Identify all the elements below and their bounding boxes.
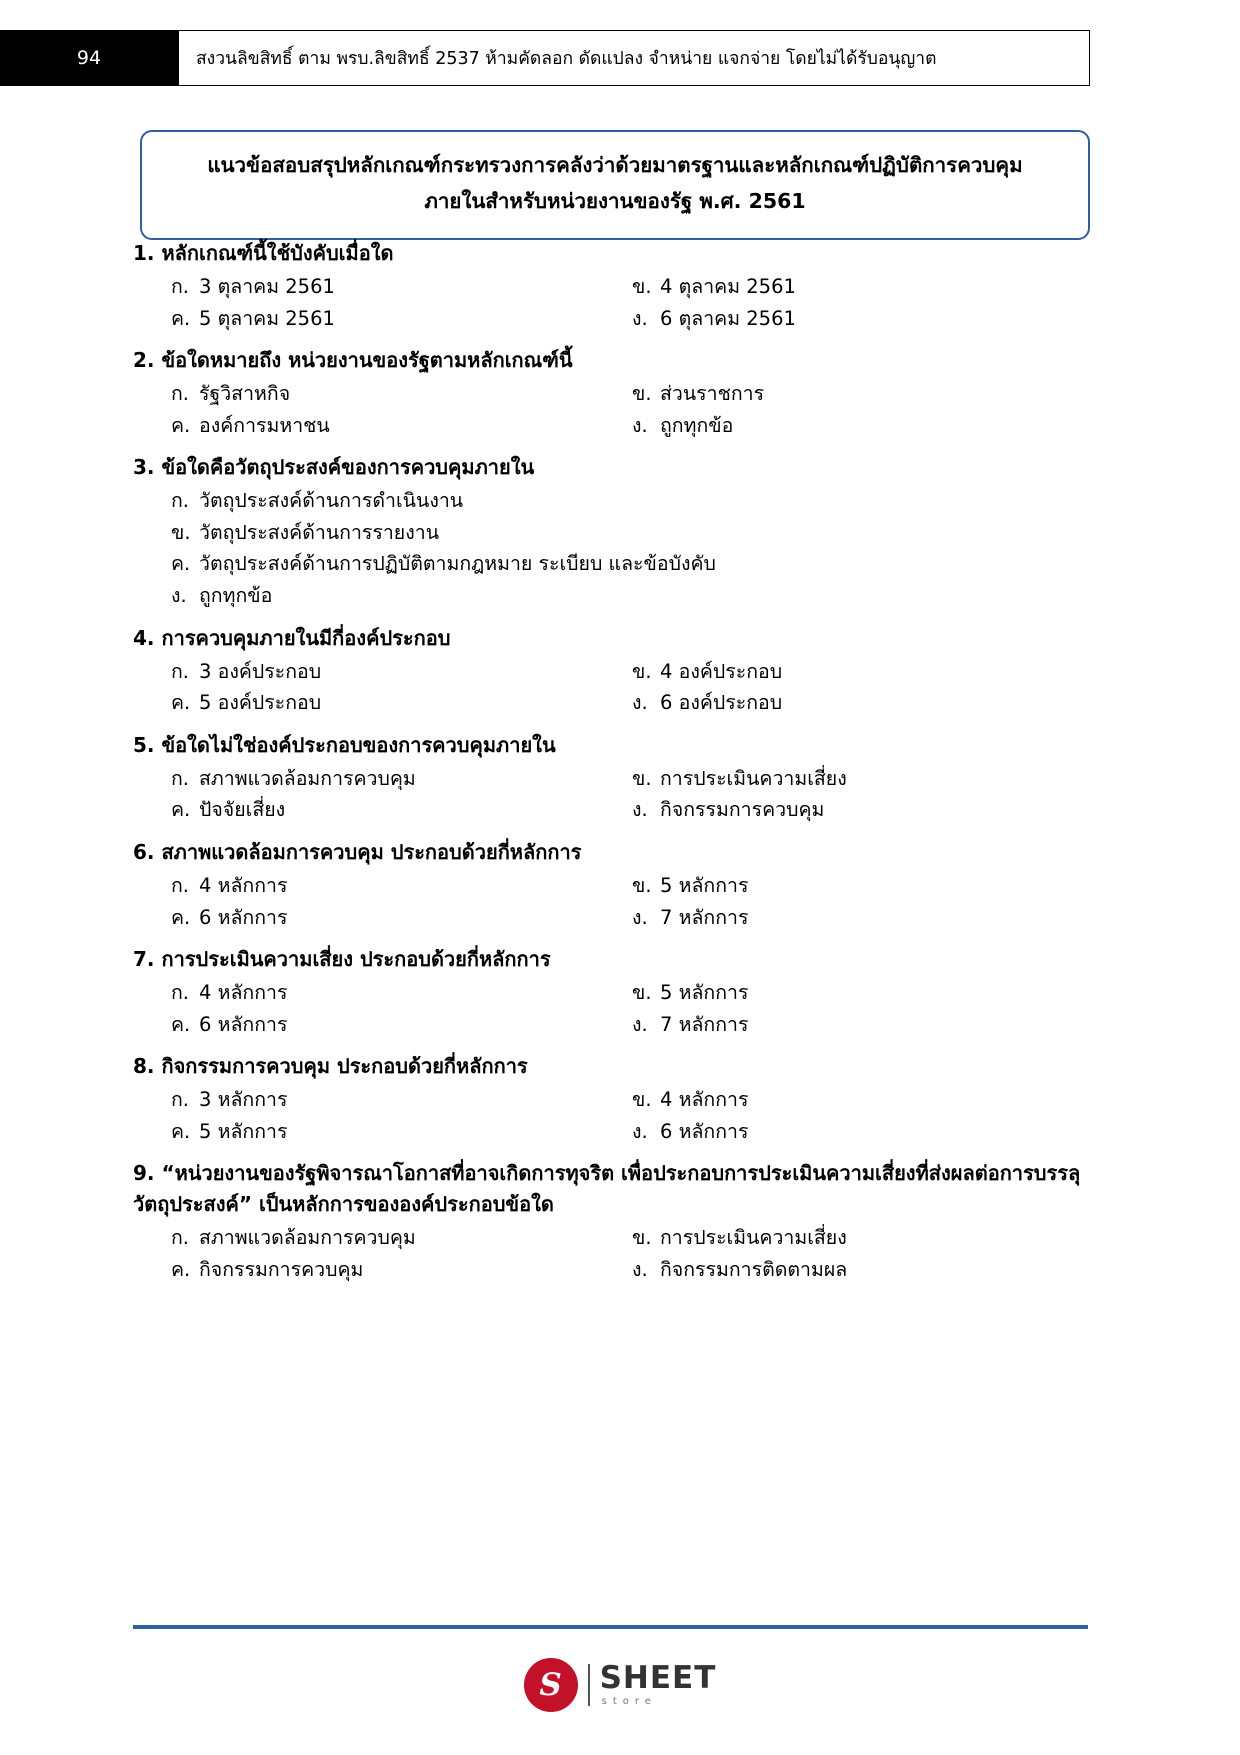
choice-text: ส่วนราชการ [660, 382, 765, 406]
choice-row [171, 763, 1093, 795]
question-text: 3. ข้อใดคือวัตถุประสงค์ของการควบคุมภายใน [133, 455, 535, 480]
choice-group [133, 656, 1093, 719]
choice-text: 7 หลักการ [660, 1012, 749, 1036]
choice-text: วัตถุประสงค์ด้านการดำเนินงาน [199, 489, 464, 513]
choice-label: ง. [171, 584, 187, 608]
question-text: 9. “หน่วยงานของรัฐพิจารณาโอกาสที่อาจเกิดการทุจริต เพื่อประกอบการประเมินความเสี่ยงที่ส่งผลต่อการบรรลุวัตถุประสงค์” เป็นหลักการขององค์ประกอบข้อใด [133, 1161, 1081, 1217]
document-title-line-1: แนวข้อสอบสรุปหลักเกณฑ์กระทรวงการคลังว่าด้วยมาตรฐานและหลักเกณฑ์ปฏิบัติการควบคุม [207, 153, 1023, 177]
choice-row [171, 580, 1093, 612]
choice-group [133, 1084, 1093, 1147]
choice-label: ก. [171, 1088, 190, 1112]
choice-label: ก. [171, 981, 190, 1005]
choice-option[interactable] [632, 902, 1093, 934]
choice-row [171, 1116, 1093, 1148]
choice-option[interactable] [171, 1009, 632, 1041]
choice-label: ค. [171, 552, 191, 576]
choice-option[interactable] [632, 378, 1093, 410]
choice-label: ข. [632, 766, 652, 790]
choice-option[interactable] [171, 303, 632, 335]
choice-text: 3 ตุลาคม 2561 [199, 275, 335, 298]
question-list [133, 238, 1093, 1286]
choice-option[interactable] [171, 1254, 632, 1286]
question-text: 2. ข้อใดหมายถึง หน่วยงานของรัฐตามหลักเกณฑ์นี้ [133, 348, 573, 373]
choice-text: 3 หลักการ [199, 1088, 288, 1112]
choice-text: สภาพแวดล้อมการควบคุม [199, 1226, 416, 1250]
choice-option[interactable] [632, 303, 1093, 335]
choice-option[interactable] [632, 410, 1093, 442]
choice-label: ข. [632, 382, 652, 406]
choice-label: ก. [171, 873, 190, 897]
choice-option[interactable] [171, 687, 632, 719]
choice-text: สภาพแวดล้อมการควบคุม [199, 766, 416, 790]
choice-row [171, 271, 1093, 303]
choice-label: ก. [171, 275, 190, 298]
choice-text: 5 หลักการ [660, 873, 749, 897]
choice-label: ก. [171, 382, 190, 406]
choice-text: 5 หลักการ [660, 981, 749, 1005]
choice-option[interactable] [171, 794, 632, 826]
choice-option[interactable] [171, 763, 632, 795]
choice-text: รัฐวิสาหกิจ [199, 382, 291, 406]
logo-separator [588, 1664, 590, 1706]
choice-text: 3 องค์ประกอบ [199, 659, 322, 683]
choice-text: 4 หลักการ [660, 1088, 749, 1112]
choice-option[interactable] [171, 517, 1093, 549]
question-text: 5. ข้อใดไม่ใช่องค์ประกอบของการควบคุมภายใน [133, 732, 556, 757]
document-title-line-2: ภายในสำหรับหน่วยงานของรัฐ พ.ศ. 2561 [424, 188, 806, 213]
choice-label: ค. [171, 1119, 191, 1143]
question-text: 4. การควบคุมภายในมีกี่องค์ประกอบ [133, 625, 451, 650]
choice-text: 7 หลักการ [660, 905, 749, 929]
choice-text: 5 หลักการ [199, 1119, 288, 1143]
choice-text: วัตถุประสงค์ด้านการปฏิบัติตามกฎหมาย ระเบียบ และข้อบังคับ [199, 552, 716, 576]
choice-row [171, 303, 1093, 335]
page-header [0, 30, 1240, 86]
choice-row [171, 656, 1093, 688]
choice-option[interactable] [632, 687, 1093, 719]
choice-text: 4 หลักการ [199, 981, 288, 1005]
choice-label: ก. [171, 766, 190, 790]
choice-option[interactable] [171, 1084, 632, 1116]
choice-option[interactable] [171, 378, 632, 410]
document-title [140, 130, 1090, 240]
choice-row [171, 548, 1093, 580]
choice-text: ถูกทุกข้อ [660, 413, 734, 437]
choice-label: ก. [171, 489, 190, 513]
choice-label: ค. [171, 905, 191, 929]
choice-option[interactable] [632, 763, 1093, 795]
choice-label: ค. [171, 306, 191, 330]
choice-text: ปัจจัยเสี่ยง [199, 798, 286, 822]
choice-group [133, 870, 1093, 933]
choice-option[interactable] [632, 1222, 1093, 1254]
choice-label: ง. [632, 413, 648, 437]
choice-option[interactable] [171, 977, 632, 1009]
choice-row [171, 517, 1093, 549]
choice-option[interactable] [171, 902, 632, 934]
choice-row [171, 687, 1093, 719]
choice-text: ถูกทุกข้อ [199, 584, 273, 608]
choice-option[interactable] [632, 1009, 1093, 1041]
choice-row [171, 378, 1093, 410]
choice-label: ง. [632, 306, 648, 330]
choice-row [171, 1009, 1093, 1041]
choice-label: ค. [171, 691, 191, 715]
choice-option[interactable] [632, 794, 1093, 826]
logo-mark-icon: S [524, 1658, 578, 1712]
choice-text: กิจกรรมการควบคุม [199, 1257, 364, 1281]
choice-group [133, 485, 1093, 611]
choice-label: ข. [171, 520, 191, 544]
choice-option[interactable] [632, 1084, 1093, 1116]
choice-option[interactable] [171, 656, 632, 688]
choice-label: ข. [632, 1226, 652, 1250]
choice-text: 6 องค์ประกอบ [660, 691, 783, 715]
choice-label: ข. [632, 873, 652, 897]
choice-option[interactable] [171, 870, 632, 902]
logo-wordmark [599, 1660, 717, 1707]
choice-label: ง. [632, 691, 648, 715]
choice-text: องค์การมหาชน [199, 413, 330, 437]
choice-label: ค. [171, 798, 191, 822]
choice-label: ก. [171, 659, 190, 683]
choice-text: 4 หลักการ [199, 873, 288, 897]
choice-label: ข. [632, 981, 652, 1005]
choice-text: 4 องค์ประกอบ [660, 659, 783, 683]
choice-option[interactable] [171, 1116, 632, 1148]
choice-text: 6 หลักการ [660, 1119, 749, 1143]
choice-group [133, 977, 1093, 1040]
choice-label: ค. [171, 413, 191, 437]
choice-group [133, 763, 1093, 826]
choice-option[interactable] [632, 1254, 1093, 1286]
choice-option[interactable] [171, 410, 632, 442]
choice-row [171, 977, 1093, 1009]
choice-text: การประเมินความเสี่ยง [660, 1226, 847, 1250]
choice-option[interactable] [171, 548, 1093, 580]
choice-text: 6 หลักการ [199, 1012, 288, 1036]
choice-label: ข. [632, 659, 652, 683]
choice-text: กิจกรรมการติดตามผล [660, 1257, 848, 1281]
question-text: 8. กิจกรรมการควบคุม ประกอบด้วยกี่หลักการ [133, 1054, 528, 1079]
choice-text: 5 ตุลาคม 2561 [199, 306, 335, 330]
choice-text: 4 ตุลาคม 2561 [660, 275, 796, 298]
choice-label: ง. [632, 1119, 648, 1143]
choice-row [171, 902, 1093, 934]
copyright-notice: สงวนลิขสิทธิ์ ตาม พรบ.ลิขสิทธิ์ 2537 ห้ามคัดลอก ดัดแปลง จำหน่าย แจกจ่าย โดยไม่ได้รับอนุญาต [178, 30, 1090, 86]
logo-sub-text: store [601, 1696, 657, 1707]
choice-row [171, 485, 1093, 517]
sheet-store-logo [0, 1658, 1240, 1712]
choice-option[interactable] [171, 485, 1093, 517]
choice-row [171, 1254, 1093, 1286]
choice-label: ง. [632, 905, 648, 929]
choice-option[interactable] [632, 271, 1093, 303]
choice-label: ก. [171, 1226, 190, 1250]
choice-text: 6 ตุลาคม 2561 [660, 306, 796, 330]
choice-text: วัตถุประสงค์ด้านการรายงาน [199, 520, 440, 544]
choice-label: ง. [632, 1257, 648, 1281]
choice-text: 5 องค์ประกอบ [199, 691, 322, 715]
choice-row [171, 794, 1093, 826]
footer-divider [133, 1625, 1088, 1629]
logo-main-text: SHEET [599, 1660, 717, 1696]
choice-label: ง. [632, 1012, 648, 1036]
choice-option[interactable] [632, 977, 1093, 1009]
choice-option[interactable] [632, 656, 1093, 688]
question-text: 1. หลักเกณฑ์นี้ใช้บังคับเมื่อใด [133, 241, 394, 265]
question-text: 6. สภาพแวดล้อมการควบคุม ประกอบด้วยกี่หลักการ [133, 839, 582, 864]
choice-row [171, 870, 1093, 902]
choice-row [171, 410, 1093, 442]
choice-text: การประเมินความเสี่ยง [660, 766, 847, 790]
choice-text: 6 หลักการ [199, 905, 288, 929]
choice-option[interactable] [632, 870, 1093, 902]
choice-label: ค. [171, 1012, 191, 1036]
page-number: 94 [0, 30, 178, 86]
choice-text: กิจกรรมการควบคุม [660, 798, 825, 822]
choice-label: ข. [632, 1088, 652, 1112]
choice-label: ง. [632, 798, 648, 822]
choice-option[interactable] [171, 271, 632, 303]
choice-row [171, 1222, 1093, 1254]
choice-group [133, 1222, 1093, 1285]
choice-label: ข. [632, 275, 652, 298]
choice-option[interactable] [171, 1222, 632, 1254]
question-text: 7. การประเมินความเสี่ยง ประกอบด้วยกี่หลักการ [133, 947, 551, 972]
choice-label: ค. [171, 1257, 191, 1281]
choice-row [171, 1084, 1093, 1116]
choice-option[interactable] [632, 1116, 1093, 1148]
choice-option[interactable] [171, 580, 1093, 612]
choice-group [133, 378, 1093, 441]
choice-group [133, 271, 1093, 334]
